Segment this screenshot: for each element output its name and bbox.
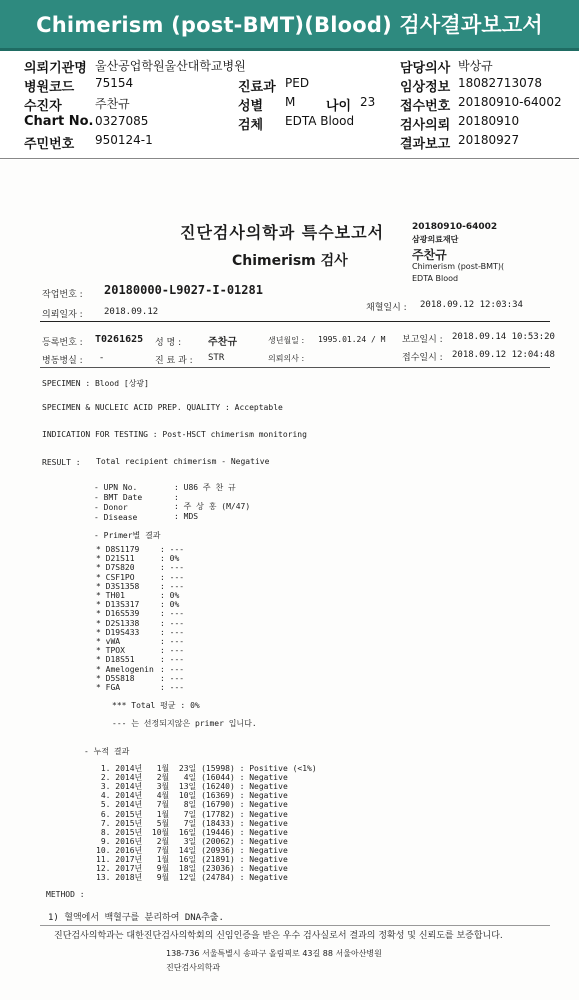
primer-name: * D8S1179 — [96, 545, 140, 554]
primer-value: : --- — [160, 563, 185, 573]
primer-name: * vWA — [96, 637, 121, 646]
request-date-scan-value: 2018.09.12 — [104, 307, 159, 317]
request-date-scan-label: 의뢰일자 : — [42, 310, 83, 320]
cumulative-row: 10. 2016년 7월 14일 (20936) : Negative — [96, 845, 288, 855]
info-divider — [0, 158, 579, 159]
bmt-date-value: : — [174, 493, 179, 502]
donor-value: : 주 상 홍 (M/47) — [174, 502, 251, 511]
collect-value: 2018.09.12 12:03:34 — [420, 300, 523, 310]
bmt-date-label: - BMT Date — [94, 493, 143, 502]
cumulative-row: 12. 2017년 9월 18일 (23036) : Negative — [96, 864, 288, 874]
primer-name: * D3S1358 — [96, 581, 140, 591]
scan-subtitle: Chimerism 검사 — [232, 253, 348, 269]
primer-header: - Primer별 결과 — [94, 531, 161, 540]
report-time-label: 보고일시 : — [402, 335, 443, 345]
header-divider — [0, 48, 579, 51]
result-date-label: 결과보고 — [400, 137, 451, 152]
primer-value: : --- — [160, 664, 185, 674]
primer-name: * D5S818 — [96, 673, 135, 683]
specimen-label: 검체 — [238, 118, 264, 133]
stamp-receipt-no: 20180910-64002 — [412, 222, 498, 232]
primer-value: : --- — [160, 646, 185, 656]
clinical-info-value: 18082713078 — [458, 76, 542, 90]
age-label: 나이 — [326, 99, 352, 114]
hospital-name-value: 울산공업학원울산대학교병원 — [95, 59, 246, 73]
patient-rule — [40, 367, 550, 368]
result-date-value: 20180927 — [458, 133, 520, 147]
ordering-doctor-label: 의뢰의사 : — [268, 354, 305, 363]
cumulative-header: - 누적 결과 — [84, 747, 130, 756]
scan-title: 진단검사의학과 특수보고서 — [180, 223, 385, 242]
primer-name: * D13S317 — [96, 600, 140, 610]
stamp-specimen: EDTA Blood — [412, 274, 459, 283]
cumulative-row: 3. 2014년 3월 13일 (16240) : Negative — [96, 782, 288, 792]
cumulative-row: 11. 2017년 1월 16일 (21891) : Negative — [96, 855, 288, 864]
cumulative-row: 5. 2014년 7월 8일 (16790) : Negative — [96, 800, 288, 810]
primer-note: --- 는 선정되지않은 primer 입니다. — [112, 719, 257, 728]
department-label: 진료과 — [238, 80, 276, 95]
result-summary: Total recipient chimerism - Negative — [96, 457, 270, 466]
dob-label: 생년월일 : — [268, 336, 305, 345]
chart-no-label: Chart No. — [24, 114, 94, 129]
disease-value: : MDS — [174, 512, 199, 521]
receipt-time-label: 접수일시 : — [402, 353, 443, 363]
specimen-line: SPECIMEN : Blood [상광] — [42, 379, 149, 388]
request-date-value: 20180910 — [458, 114, 520, 128]
primer-value: : --- — [160, 545, 185, 554]
primer-name: * D18S51 — [96, 655, 135, 665]
indication-line: INDICATION FOR TESTING : Post-HSCT chimerism monitoring — [42, 430, 307, 439]
clinical-info-label: 임상정보 — [400, 80, 451, 95]
method-label: METHOD : — [46, 890, 85, 899]
disease-label: - Disease — [94, 513, 138, 522]
primer-name: * D2S1338 — [96, 618, 140, 628]
specimen-label-stamp — [408, 222, 538, 292]
cumulative-row: 2. 2014년 2월 4일 (16044) : Negative — [96, 773, 288, 783]
dept-scan-value: STR — [208, 353, 225, 363]
primer-name: * D7S820 — [96, 563, 135, 573]
primer-value: : --- — [160, 683, 185, 692]
result-label: RESULT : — [42, 458, 81, 467]
department-value: PED — [285, 76, 310, 90]
sex-value: M — [285, 95, 296, 109]
primer-name: * TPOX — [96, 646, 125, 656]
specimen-value: EDTA Blood — [285, 114, 355, 128]
primer-name: * D16S539 — [96, 609, 140, 619]
hospital-address: 138-736 서울특별시 송파구 올림픽로 43길 88 서울아산병원 — [166, 949, 382, 958]
total-average: *** Total 평균 : 0% — [112, 701, 200, 710]
scanned-report — [0, 160, 579, 1000]
quality-line: SPECIMEN & NUCLEIC ACID PREP. QUALITY : Acceptable — [42, 403, 283, 412]
ward-label: 병동병실 : — [42, 356, 83, 366]
header-rule — [40, 321, 550, 322]
cumulative-row: 7. 2015년 5월 7일 (18433) : Negative — [96, 818, 288, 828]
upn-value: : U86 주 찬 규 — [174, 483, 236, 492]
primer-value: : --- — [160, 627, 185, 637]
cumulative-row: 6. 2015년 1월 7일 (17782) : Negative — [96, 809, 288, 819]
hospital-code-label: 병원코드 — [24, 80, 75, 95]
primer-value: : --- — [160, 581, 185, 591]
work-no-label: 작업번호 : — [42, 290, 83, 300]
primer-value: : --- — [160, 637, 185, 646]
primer-value: : 0% — [160, 554, 180, 564]
hospital-code-value: 75154 — [95, 76, 134, 90]
reg-no-value: T0261625 — [95, 334, 144, 345]
chart-no-value: 0327085 — [95, 114, 149, 128]
cumulative-row: 13. 2018년 9월 12일 (24784) : Negative — [96, 873, 288, 883]
primer-value: : --- — [160, 572, 185, 582]
primer-name: * D21S11 — [96, 554, 135, 564]
report-title-bar — [0, 0, 579, 48]
method-rule — [40, 925, 550, 926]
stamp-institution: 삼광의료재단 — [412, 235, 459, 244]
upn-label: - UPN No. — [94, 483, 138, 492]
primer-name: * FGA — [96, 683, 121, 692]
age-value: 23 — [360, 95, 376, 109]
cumulative-row: 8. 2015년 10월 16일 (19446) : Negative — [96, 827, 288, 837]
primer-value: : --- — [160, 618, 185, 628]
footer-department: 진단검사의학과 — [166, 963, 221, 972]
dept-scan-label: 진 료 과 : — [155, 356, 193, 366]
report-title: Chimerism (post-BMT)(Blood) 검사결과보고서 — [36, 13, 543, 37]
resident-no-label: 주민번호 — [24, 137, 75, 152]
cumulative-row: 1. 2014년 1월 23일 (15998) : Positive (<1%) — [96, 764, 317, 773]
patient-name-label: 수진자 — [24, 99, 62, 114]
patient-info-block — [0, 54, 579, 150]
ward-value: - — [100, 353, 104, 363]
primer-name: * TH01 — [96, 591, 125, 600]
sex-label: 성별 — [238, 99, 264, 114]
accreditation-notice: 진단검사의학과는 대한진단검사의학회의 신임인증을 받은 우수 검사실로서 결과의 정확성 및 신뢰도를 보증합니다. — [54, 931, 503, 941]
work-no-value: 20180000-L9027-I-01281 — [104, 283, 263, 297]
collect-label: 채혈일시 : — [366, 303, 407, 313]
primer-value: : 0% — [160, 600, 180, 610]
cumulative-row: 9. 2016년 2월 3일 (20062) : Negative — [96, 836, 288, 846]
primer-value: : 0% — [160, 591, 180, 600]
hospital-name-label: 의뢰기관명 — [24, 61, 87, 76]
primer-value: : --- — [160, 609, 185, 619]
patient-name-value: 주찬규 — [95, 97, 130, 111]
dob-value: 1995.01.24 / M — [318, 335, 386, 344]
primer-name: * D19S433 — [96, 627, 140, 637]
doctor-label: 담당의사 — [400, 61, 451, 76]
resident-no-value: 950124-1 — [95, 133, 153, 147]
patient-name-scan-label: 성 명 : — [155, 338, 182, 348]
report-time-value: 2018.09.14 10:53:20 — [452, 332, 555, 342]
stamp-patient-name: 주찬규 — [412, 248, 447, 262]
doctor-value: 박상규 — [458, 59, 493, 73]
receipt-time-value: 2018.09.12 12:04:48 — [452, 350, 555, 360]
reg-no-label: 등록번호 : — [42, 338, 83, 348]
request-date-label: 검사의뢰 — [400, 118, 451, 133]
primer-name: * CSF1PO — [96, 572, 135, 582]
method-step-1: 1) 혈액에서 백혈구를 분리하여 DNA추출. — [48, 913, 224, 923]
primer-value: : --- — [160, 673, 185, 683]
primer-value: : --- — [160, 655, 185, 665]
receipt-no-value: 20180910-64002 — [458, 95, 562, 109]
donor-label: - Donor — [94, 503, 128, 512]
stamp-test-name: Chimerism (post-BMT)( — [412, 262, 505, 271]
patient-name-scan-value: 주찬규 — [208, 337, 237, 348]
cumulative-row: 4. 2014년 4월 10일 (16369) : Negative — [96, 791, 288, 801]
receipt-no-label: 접수번호 — [400, 99, 451, 114]
primer-name: * Amelogenin — [96, 664, 154, 674]
